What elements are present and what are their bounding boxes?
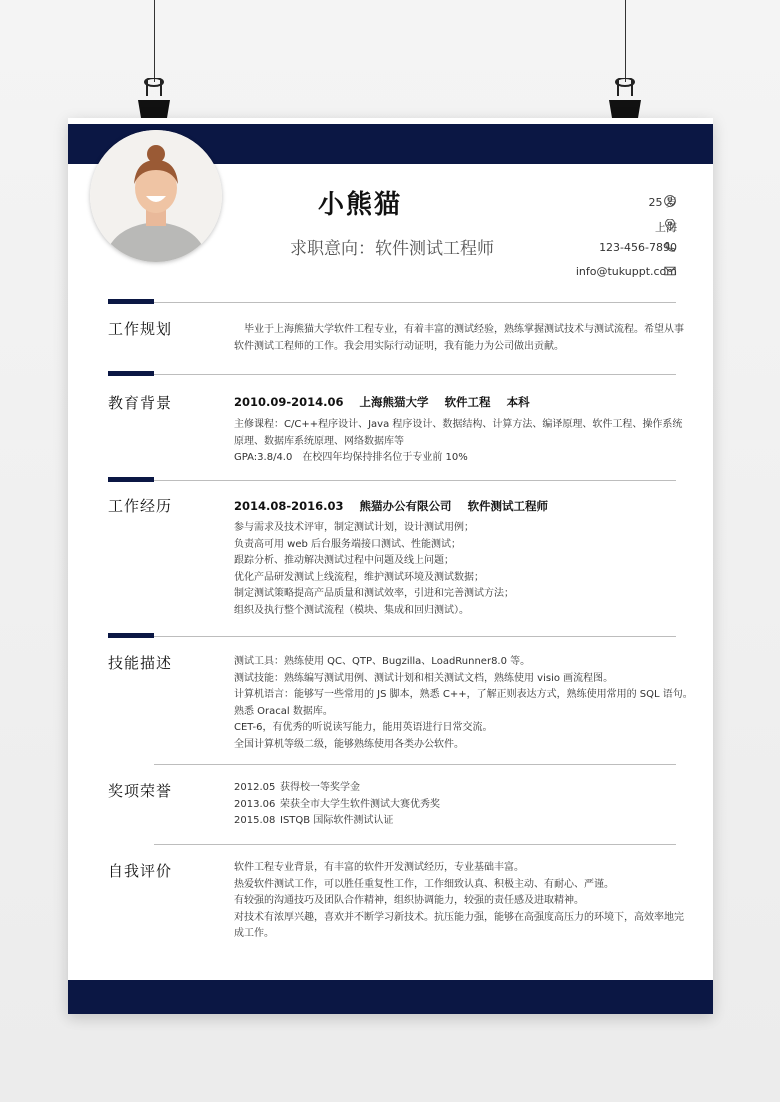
award-date: 2012.05 (234, 782, 276, 793)
section-divider (154, 374, 676, 375)
work-company: 熊猫办公有限公司 (359, 499, 452, 513)
section-title-awards: 奖项荣誉 (108, 782, 173, 800)
section-divider (154, 844, 676, 845)
text-line: 熟悉 Oracal 数据库。 (234, 705, 333, 717)
text-line: 计算机语言：能够写一些常用的 JS 脚本，熟悉 C++，了解正则表达方式，熟练使用常用的 SQL 语句。 (234, 689, 693, 700)
hanging-wire-left (154, 0, 155, 82)
email-text: info@tukuppt.com (575, 265, 677, 278)
section-bar (108, 371, 154, 376)
job-intent: 求职意向：软件测试工程师 (290, 239, 494, 259)
section-title-education: 教育背景 (108, 394, 173, 412)
section-title-skills: 技能描述 (108, 654, 173, 672)
text-line: 全国计算机等级二级，能够熟练使用各类办公软件。 (234, 738, 464, 750)
education-header (234, 394, 542, 410)
section-bar (108, 299, 154, 304)
section-bar (108, 477, 154, 482)
text-line: 有较强的沟通技巧及团队合作精神，组织协调能力，较强的责任感及进取精神。 (234, 895, 584, 906)
age-text: 25 岁 (648, 196, 677, 209)
text-line: 跟踪分析、推动解决测试过程中问题及线上问题； (234, 555, 454, 566)
text-line: 负责高可用 web 后台服务端接口测试、性能测试； (234, 538, 462, 550)
section-title-plan: 工作规划 (108, 320, 173, 338)
phone-text: 123-456-7890 (599, 241, 677, 254)
text-line: 软件工程专业背景，有丰富的软件开发测试经历，专业基础丰富。 (234, 862, 524, 873)
text-line: CET-6，有优秀的听说读写能力，能用英语进行日常交流。 (234, 722, 493, 733)
phone-icon (664, 241, 676, 253)
plan-text (234, 322, 684, 355)
list-item (234, 813, 680, 830)
skills-text (234, 654, 693, 753)
city-text: 上海 (655, 221, 677, 234)
text-line: 参与需求及技术评审，制定测试计划，设计测试用例； (234, 522, 474, 533)
text-line: 测试工具：熟练使用 QC、QTP、Bugzilla、LoadRunner8.0 等。 (234, 656, 531, 667)
footer-band (68, 980, 713, 1014)
section-divider (154, 480, 676, 481)
text-line: GPA:3.8/4.0 在校四年均保持排名位于专业前 10% (234, 452, 468, 463)
text-line: 组织及执行整个测试流程（模块、集成和回归测试）。 (234, 604, 469, 616)
mail-icon (664, 265, 676, 277)
award-text: ISTQB 国际软件测试认证 (280, 815, 394, 826)
text-line: 成工作。 (234, 928, 274, 939)
text-line: 主修课程：C/C++程序设计、Java 程序设计、数据结构、计算方法、编译原理、软件工程、操作系统 (234, 419, 683, 430)
person-icon (664, 195, 676, 207)
award-text: 荣获全市大学生软件测试大赛优秀奖 (280, 798, 440, 810)
self-text (234, 860, 684, 943)
list-item (234, 797, 680, 814)
text-line: 制定测试策略提高产品质量和测试效率，引进和完善测试方法； (234, 588, 514, 599)
education-period: 2010.09-2014.06 (234, 395, 344, 409)
location-pin-icon (664, 219, 676, 231)
text-line: 毕业于上海熊猫大学软件工程专业，有着丰富的测试经验，熟练掌握测试技术与测试流程。希望从事 (234, 324, 684, 335)
hanging-wire-right (625, 0, 626, 82)
text-line: 优化产品研发测试上线流程，维护测试环境及测试数据； (234, 571, 484, 583)
work-header (234, 498, 560, 514)
work-position: 软件测试工程师 (467, 499, 549, 513)
list-item (234, 780, 680, 797)
award-date: 2015.08 (234, 815, 276, 826)
section-divider (154, 302, 676, 303)
section-title-self: 自我评价 (108, 862, 173, 880)
section-title-work: 工作经历 (108, 497, 173, 515)
text-line: 对技术有浓厚兴趣，喜欢并不断学习新技术。抗压能力强，能够在高强度高压力的环境下，高效率地完 (234, 911, 684, 923)
candidate-name: 小熊猫 (318, 190, 403, 220)
award-text: 获得校一等奖学金 (280, 782, 360, 793)
education-school: 上海熊猫大学 (359, 395, 429, 409)
awards-list (234, 780, 680, 830)
avatar (90, 130, 222, 262)
award-date: 2013.06 (234, 798, 276, 810)
resume-paper (68, 118, 713, 1014)
section-divider (154, 764, 676, 765)
education-degree: 本科 (506, 395, 530, 409)
education-text (234, 417, 683, 467)
text-line: 热爱软件测试工作，可以胜任重复性工作，工作细致认真、积极主动、有耐心、严谨。 (234, 878, 614, 890)
section-bar (108, 633, 154, 638)
work-period: 2014.08-2016.03 (234, 499, 344, 513)
text-line: 原理、数据库系统原理、网络数据库等 (234, 435, 404, 447)
text-line: 测试技能：熟练编写测试用例、测试计划和相关测试文档，熟练使用 visio 画流程图。 (234, 672, 614, 684)
work-text (234, 520, 680, 619)
education-major: 软件工程 (444, 395, 491, 409)
section-divider (154, 636, 676, 637)
text-line: 软件测试工程师的工作。我会用实际行动证明，我有能力为公司做出贡献。 (234, 340, 564, 352)
